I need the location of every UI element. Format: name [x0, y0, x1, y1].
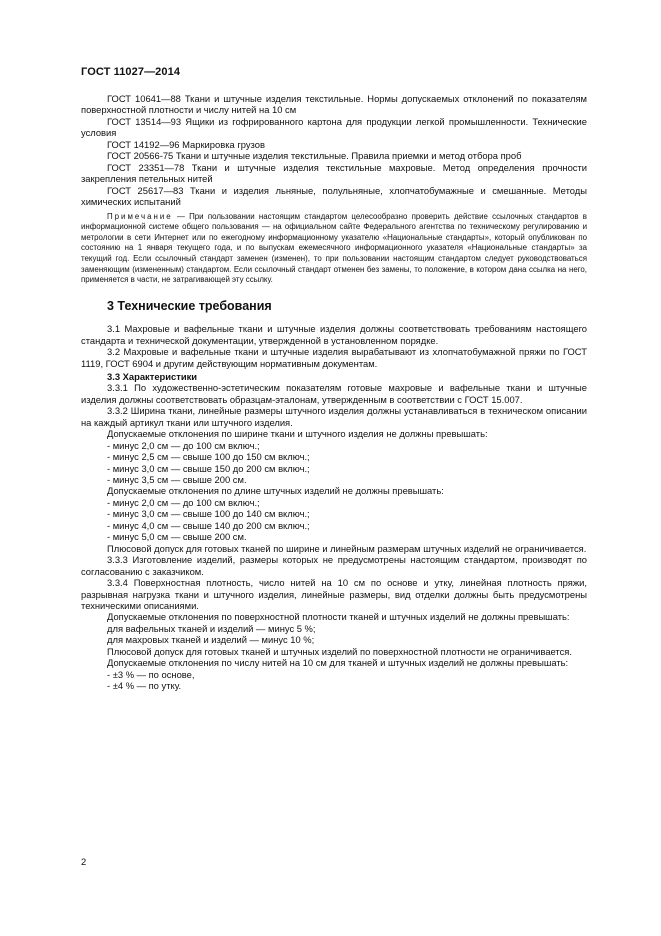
- width-tolerance-intro: Допускаемые отклонения по ширине ткани и штучного изделия не должны превышать:: [107, 428, 488, 440]
- plus-density-tolerance: Плюсовой допуск для готовых тканей и штучных изделий по поверхностной плотности не ограничивается.: [107, 645, 572, 657]
- document-body: [81, 93, 587, 692]
- para-3-3-4: 3.3.4 Поверхностная плотность, число нитей на 10 см по основе и утку, линейная плотность пряжи, разрывная нагрузка ткани и штучного изделия, линейные размеры, вид отделки должны быть предусмотрены техническими описаниями.: [81, 577, 587, 612]
- length-tolerance-item: - минус 5,0 см — свыше 200 см.: [107, 531, 247, 543]
- para-3-3-3: 3.3.3 Изготовление изделий, размеры которых не предусмотрены настоящим стандартом, производят по согласованию с заказчиком.: [81, 554, 587, 577]
- ref-gost-20566: ГОСТ 20566-75 Ткани и штучные изделия текстильные. Правила приемки и метод отбора проб: [107, 150, 522, 162]
- document-header: ГОСТ 11027—2014: [81, 66, 181, 78]
- ref-gost-14192: ГОСТ 14192—96 Маркировка грузов: [107, 138, 265, 150]
- width-tolerance-item: - минус 2,5 см — свыше 100 до 150 см включ.;: [107, 451, 310, 463]
- threads-tolerance-item: - ±4 % — по утку.: [107, 680, 182, 692]
- para-3-3-1: 3.3.1 По художественно-эстетическим показателям готовые махровые и вафельные ткани и штучные изделия должны соответствовать образцам-эталонам, утвержденным в соответствии с ГОСТ 15.007.: [81, 382, 587, 405]
- density-tolerance-item: для вафельных тканей и изделий — минус 5 %;: [107, 622, 316, 634]
- note-paragraph: [81, 212, 587, 286]
- threads-tolerance-item: - ±3 % — по основе,: [107, 668, 195, 680]
- length-tolerance-item: - минус 4,0 см — свыше 140 до 200 см включ.;: [107, 519, 310, 531]
- subsection-3-3-title: 3.3 Характеристики: [107, 370, 198, 382]
- plus-width-tolerance: Плюсовой допуск для готовых тканей по ширине и линейным размерам штучных изделий не ограничивается.: [107, 542, 587, 554]
- density-tolerance-intro: Допускаемые отклонения по поверхностной плотности тканей и штучных изделий не должны превышать:: [107, 611, 570, 623]
- length-tolerance-item: - минус 2,0 см — до 100 см включ.;: [107, 496, 260, 508]
- para-3-1: 3.1 Махровые и вафельные ткани и штучные изделия должны соответствовать требованиям настоящего стандарта и технической документации, утвержденной в установленном порядке.: [81, 323, 587, 346]
- ref-gost-10641: ГОСТ 10641—88 Ткани и штучные изделия текстильные. Нормы допускаемых отклонений по показателям поверхностной плотности и числу нитей на 10 см: [81, 93, 587, 116]
- width-tolerance-item: - минус 3,5 см — свыше 200 см.: [107, 474, 247, 486]
- page-number: 2: [81, 856, 87, 867]
- length-tolerance-intro: Допускаемые отклонения по длине штучных изделий не должны превышать:: [107, 485, 444, 497]
- ref-gost-13514: ГОСТ 13514—93 Ящики из гофрированного картона для продукции легкой промышленности. Технические условия: [81, 115, 587, 139]
- width-tolerance-item: - минус 2,0 см — до 100 см включ.;: [107, 439, 260, 451]
- note-label: Примечание: [107, 211, 173, 221]
- width-tolerance-item: - минус 3,0 см — свыше 150 до 200 см включ.;: [107, 462, 310, 474]
- ref-gost-25617: ГОСТ 25617—83 Ткани и изделия льняные, полульняные, хлопчатобумажные и смешанные. Методы химических испытаний: [81, 184, 587, 208]
- para-3-2: 3.2 Махровые и вафельные ткани и штучные изделия вырабатывают из хлопчатобумажной пряжи по ГОСТ 1119, ГОСТ 6904 и другим действующим нормативным документам.: [81, 346, 587, 369]
- para-3-3-2: 3.3.2 Ширина ткани, линейные размеры штучного изделия должны устанавливаться в техническом описании на каждый артикул ткани или штучного изделия.: [81, 405, 587, 428]
- density-tolerance-item: для махровых тканей и изделий — минус 10 %;: [107, 634, 315, 646]
- section-3-title: 3 Технические требования: [107, 298, 272, 313]
- threads-tolerance-intro: Допускаемые отклонения по числу нитей на 10 см для тканей и штучных изделий не должны превышать:: [107, 657, 569, 669]
- note-text: — При пользовании настоящим стандартом целесообразно проверить действие ссылочных стандартов в информационной системе общего пользования — на официальном сайте Федерального агентства по техническому регулированию и метрологии в сети Интернет или по ежегодному информационному указателю «Национальные стандарты», который опубликован по состоянию на 1 января текущего года, и по выпускам ежемесячного информационного указателя «Национальные стандарты» за текущий год. Если ссылочный стандарт заменен (изменен), то при пользовании настоящим стандартом следует руководствоваться заменяющим (измененным) стандартом. Если ссылочный стандарт отменен без замены, то положение, в котором дана ссылка на него, применяется в части, не затрагивающей эту ссылку.: [81, 211, 587, 285]
- ref-gost-23351: ГОСТ 23351—78 Ткани и штучные изделия текстильные махровые. Метод определения прочности закрепления петельных нитей: [81, 161, 587, 185]
- length-tolerance-item: - минус 3,0 см — свыше 100 до 140 см включ.;: [107, 508, 310, 520]
